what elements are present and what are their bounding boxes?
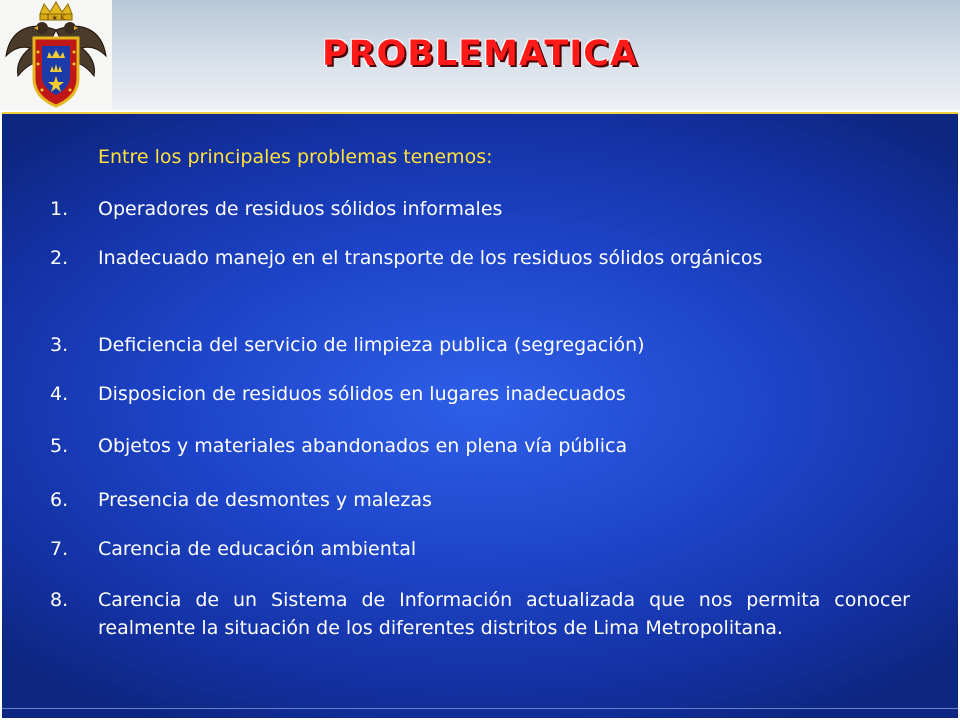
item-number: 3. bbox=[50, 334, 69, 356]
item-number: 2. bbox=[50, 247, 69, 269]
item-text: Presencia de desmontes y malezas bbox=[98, 489, 432, 511]
item-text: Disposicion de residuos sólidos en lugares inadecuados bbox=[98, 383, 626, 405]
item-text: Carencia de educación ambiental bbox=[98, 538, 417, 560]
item-number: 5. bbox=[50, 435, 69, 457]
item-number: 8. bbox=[50, 589, 69, 611]
item-text: Inadecuado manejo en el transporte de los residuos sólidos orgánicos bbox=[98, 247, 763, 269]
item-text: Objetos y materiales abandonados en plena vía pública bbox=[98, 435, 628, 457]
item-number: 4. bbox=[50, 383, 69, 405]
item-text: Operadores de residuos sólidos informales bbox=[98, 198, 503, 220]
item-text: Carencia de un Sistema de Información actualizada que nos permita conocer realmente la situación de los diferentes distritos de Lima Metropolitana. bbox=[98, 589, 910, 639]
item-text: Deficiencia del servicio de limpieza publica (segregación) bbox=[98, 334, 645, 356]
item-number: 7. bbox=[50, 538, 69, 560]
svg-text:I ★ K: I ★ K bbox=[46, 14, 66, 22]
bottom-divider bbox=[2, 708, 958, 709]
item-number: 6. bbox=[50, 489, 69, 511]
item-number: 1. bbox=[50, 198, 69, 220]
slide-title: PROBLEMATICA bbox=[321, 34, 639, 74]
intro-text: Entre los principales problemas tenemos: bbox=[98, 146, 493, 168]
